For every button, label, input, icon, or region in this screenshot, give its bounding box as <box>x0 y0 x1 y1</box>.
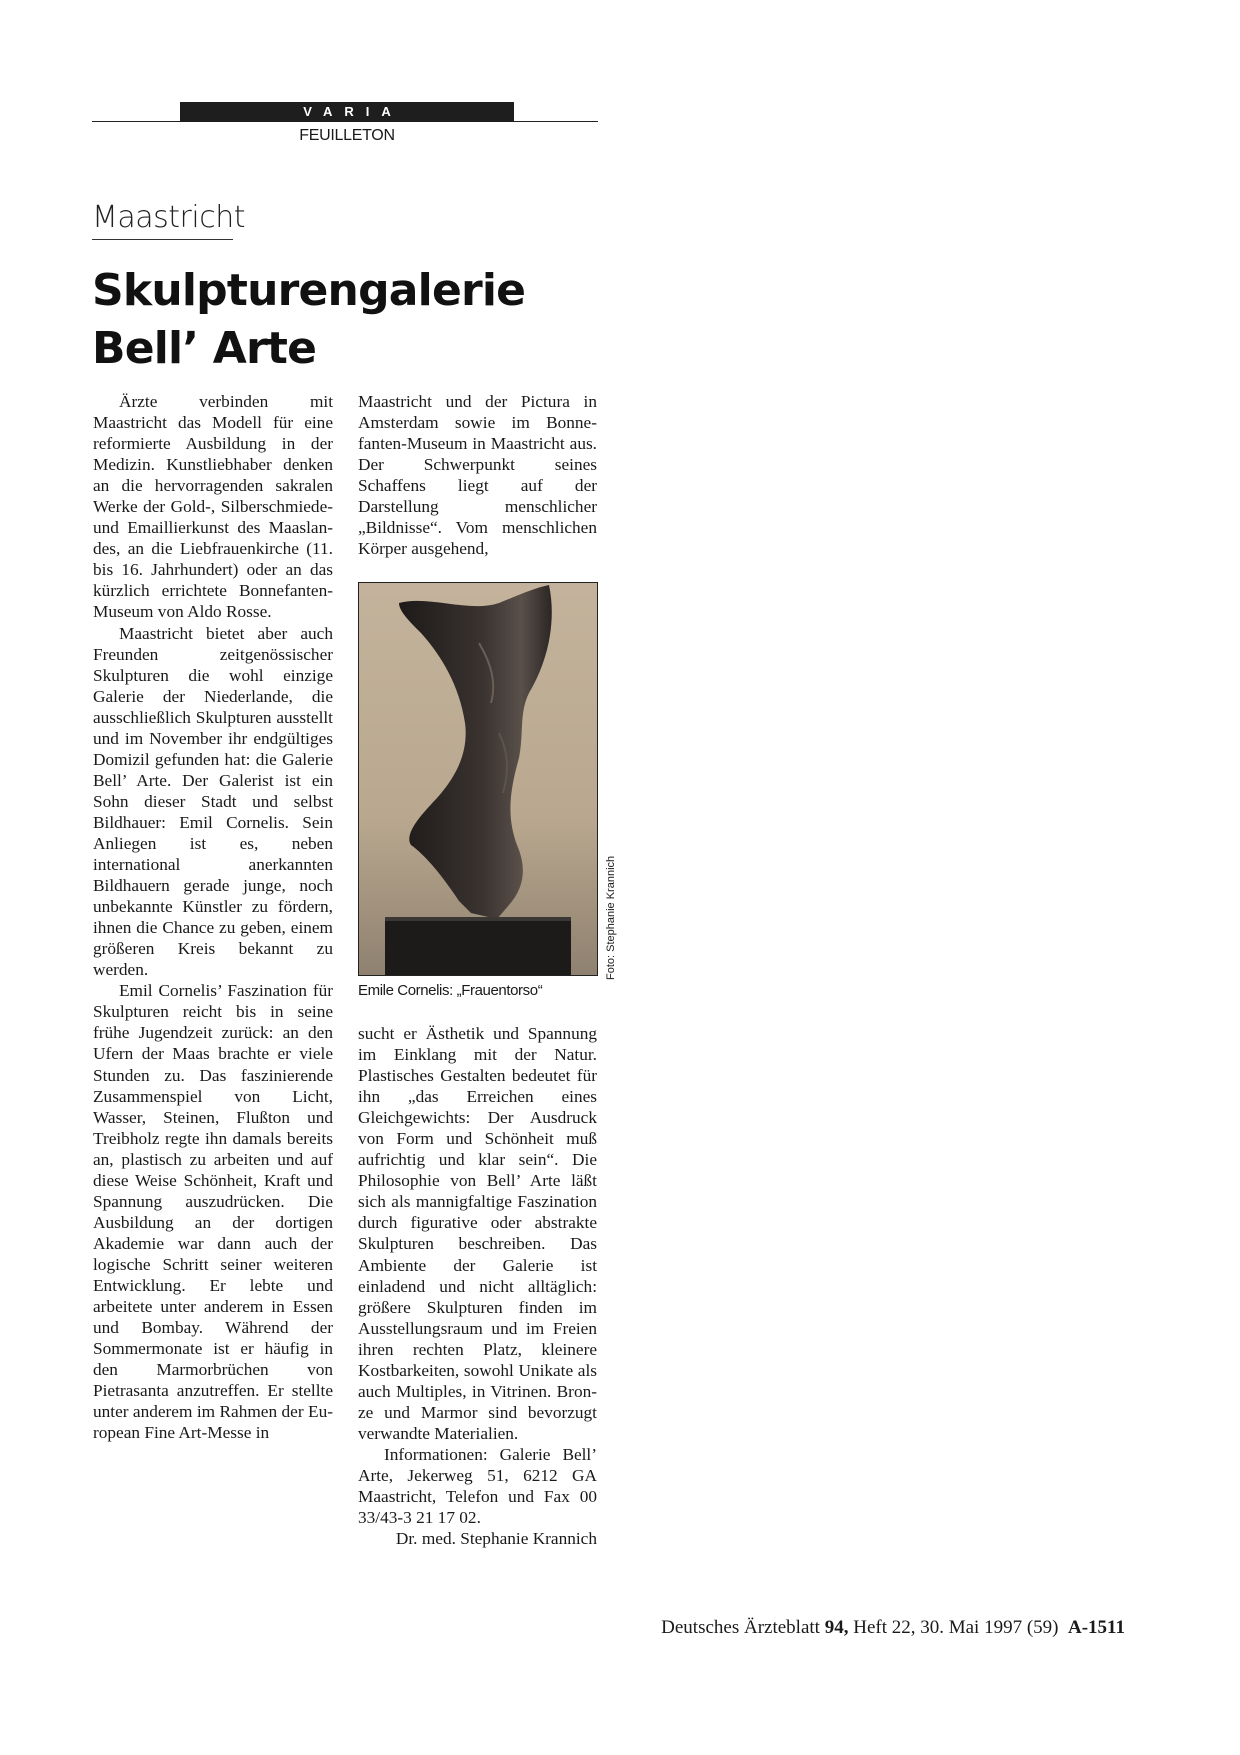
headline-line-1: Skulpturengalerie <box>92 265 526 316</box>
headline-line-2: Bell’ Arte <box>92 323 317 374</box>
paragraph: Emil Cornelis’ Faszination für Skulpturen reicht bis in seine frühe Jugendzeit zurück: an den Ufern der Maas brachte er viele Stunden zu. Das faszinierende Zusammenspiel von Licht, Wasser, Steinen, Flußton und Treibholz regte ihn damals bereits an, plastisch zu arbeiten und auf diese Weise Schönheit, Kraft und Spannung auszudrücken. Die Ausbildung an der dortigen Akademie war dann auch der logische Schritt seiner weiteren Entwicklung. Er lebte und arbeitete unter anderem in Essen und Bombay. Während der Sommermonate ist er häufig in den Marmorbrüchen von Pietrasanta anzutreffen. Er stellte unter anderem im Rahmen der European Fine Art-Messe in <box>93 981 333 1443</box>
paragraph: Ärzte verbinden mit Maastricht das Modell für eine reformierte Ausbildung in der Medizin. Kunstliebhaber denken an die hervorragenden sakralen Werke der Gold-, Silberschmiede- und Emaillierkunst des Maaslandes, an die Liebfrauenkirche (11. bis 16. Jahrhundert) oder an das kürzlich errichtete Bonnefanten-Museum von Aldo Rosse. <box>93 392 333 622</box>
author-signature: Dr. med. Stephanie Krannich <box>395 1529 597 1549</box>
kicker-underline <box>92 239 233 240</box>
journal-name: Deutsches Ärzteblatt <box>661 1617 820 1638</box>
article-kicker: Maastricht <box>92 200 245 235</box>
paragraph: sucht er Ästhetik und Spannung im Einklang mit der Natur. Plastisches Gestalten bedeutet für ihn „das Erreichen eines Gleichgewichts: Der Ausdruck von Form und Schönheit muß aufrichtig und klar sein“. Die Philosophie von Bell’ Arte läßt sich als mannigfaltige Faszination durch figurative oder abstrakte Skulpturen beschreiben. Das Ambiente der Galerie ist einladend und nicht alltäglich: größere Skulpturen finden im Ausstellungsraum und im Freien ihren rechten Platz, kleinere Kostbarkeiten, sowohl Unikate als auch Multiples, in Vitrinen. Bronze und Marmor sind bevorzugt verwandte Materialien. <box>358 1024 597 1443</box>
section-label: VARIA <box>180 102 514 122</box>
page-footer <box>560 1617 1125 1639</box>
photo-caption: Emile Cornelis: „Frauentorso“ <box>358 982 543 999</box>
paragraph: Informationen: Galerie Bell’ Arte, Jekerweg 51, 6212 GA Maastricht, Telefon und Fax 00 33/43-3 21 17 02. <box>358 1444 597 1528</box>
article-headline <box>92 262 652 378</box>
journal-volume: 94, <box>824 1617 849 1638</box>
pedestal-shape <box>385 917 571 975</box>
torso-illustration <box>359 583 597 975</box>
subsection-label: FEUILLETON <box>299 127 395 144</box>
paragraph: Maastricht und der Pictura in Amsterdam sowie im Bonnefanten-Museum in Maastricht aus. Der Schwerpunkt seines Schaffens liegt auf der Darstellung menschlicher „Bildnisse“. Vom menschlichen Körper ausgehend, <box>358 392 597 559</box>
sculpture-photo <box>358 582 598 976</box>
article-column-left <box>93 391 333 1443</box>
page-number: A-1511 <box>1068 1617 1125 1638</box>
article-column-right-bottom <box>358 1023 597 1549</box>
paragraph: Maastricht bietet aber auch Freunden zeitgenössischer Skulpturen die wohl einzige Galerie der Niederlande, die ausschließlich Skulpturen ausstellt und im November ihr endgültiges Domizil gefunden hat: die Galerie Bell’ Arte. Der Galerist ist ein Sohn dieser Stadt und selbst Bildhauer: Emil Cornelis. Sein Anliegen ist es, neben international anerkannten Bildhauern gerade junge, noch unbekannte Künstler zu fördern, ihnen die Chance zu geben, einem größeren Kreis bekannt zu werden. <box>93 623 333 980</box>
article-column-right-top <box>358 391 597 559</box>
journal-issue: Heft 22, 30. Mai 1997 (59) <box>853 1617 1059 1638</box>
photo-credit: Foto: Stephanie Krannich <box>605 855 617 980</box>
